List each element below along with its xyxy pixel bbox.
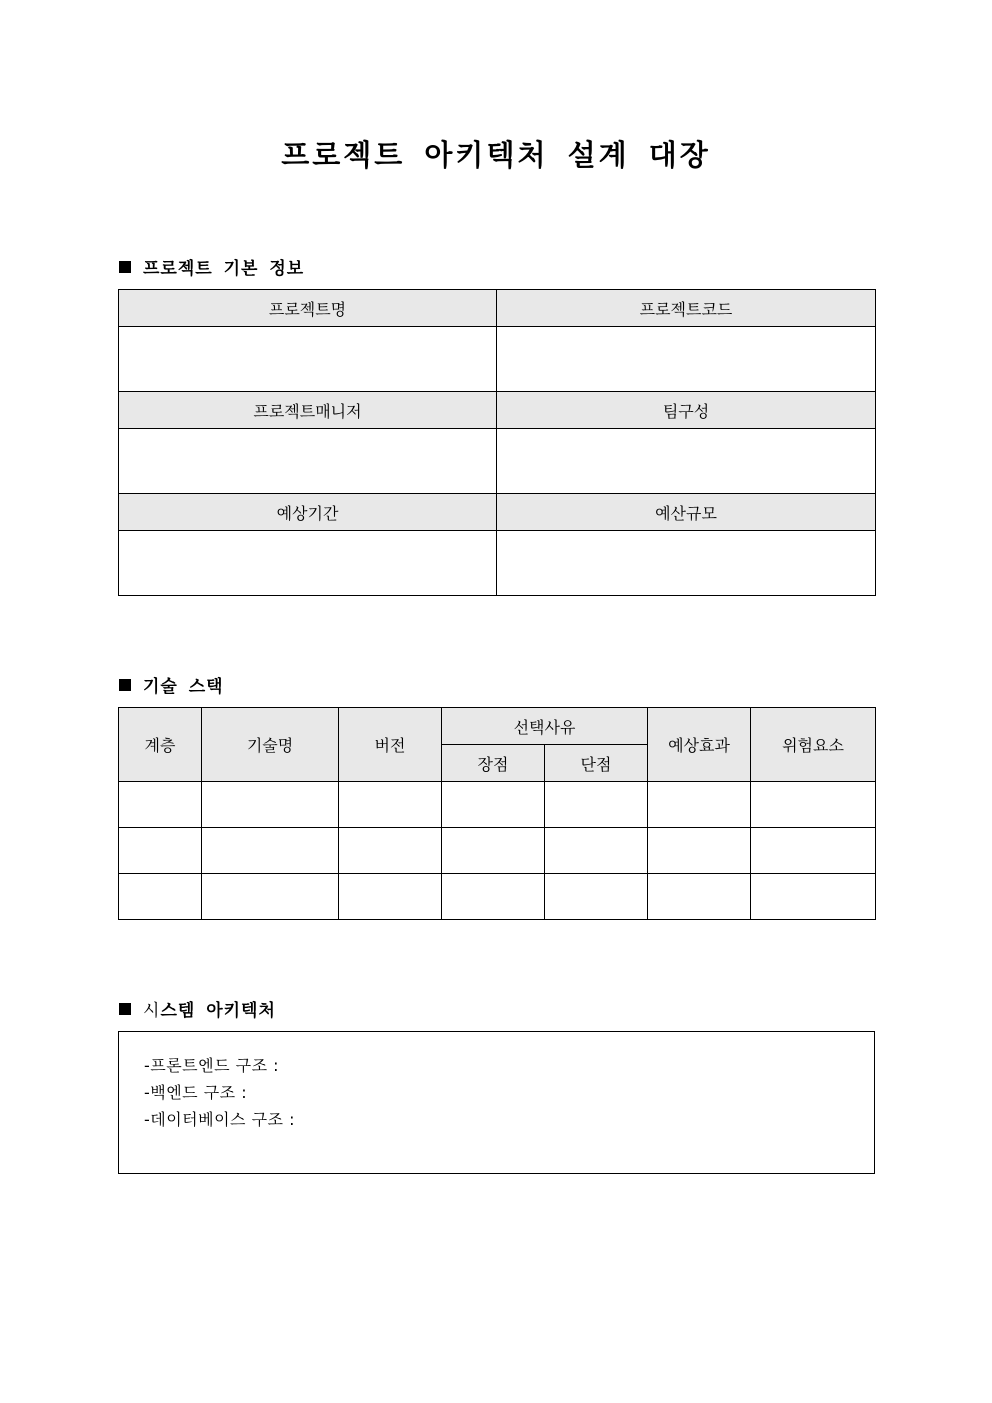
project-code-field[interactable]: [497, 327, 876, 392]
tech-stack-heading-text: 기술 스택: [143, 677, 224, 697]
table-cell[interactable]: [119, 782, 202, 828]
project-code-label: 프로젝트코드: [497, 290, 876, 327]
table-cell[interactable]: [442, 828, 545, 874]
team-composition-label: 팀구성: [497, 392, 876, 429]
expected-period-field[interactable]: [119, 531, 497, 596]
table-cell[interactable]: [119, 828, 202, 874]
budget-scale-label: 예산규모: [497, 494, 876, 531]
basic-info-heading-text: 프로젝트 기본 정보: [143, 259, 305, 279]
layer-column-header: 계층: [119, 708, 202, 782]
table-cell[interactable]: [339, 874, 442, 920]
table-cell[interactable]: [339, 828, 442, 874]
project-name-label: 프로젝트명: [119, 290, 497, 327]
table-cell[interactable]: [751, 828, 876, 874]
table-row: [119, 327, 876, 392]
table-cell[interactable]: [648, 782, 751, 828]
table-cell[interactable]: [648, 874, 751, 920]
project-name-field[interactable]: [119, 327, 497, 392]
table-row: [119, 874, 876, 920]
square-bullet-icon: [119, 679, 131, 691]
square-bullet-icon: [119, 261, 131, 273]
pros-column-header: 장점: [442, 745, 545, 782]
table-row: [119, 392, 876, 429]
team-composition-field[interactable]: [497, 429, 876, 494]
basic-info-heading: [119, 254, 304, 279]
system-architecture-box[interactable]: [118, 1031, 875, 1174]
system-architecture-heading: [119, 996, 276, 1021]
table-cell[interactable]: [339, 782, 442, 828]
version-column-header: 버전: [339, 708, 442, 782]
budget-scale-field[interactable]: [497, 531, 876, 596]
tech-stack-heading: [119, 672, 224, 697]
table-cell[interactable]: [442, 782, 545, 828]
table-cell[interactable]: [751, 782, 876, 828]
table-row: [119, 531, 876, 596]
backend-structure-line: -백엔드 구조 :: [144, 1083, 248, 1102]
tech-name-column-header: 기술명: [202, 708, 339, 782]
table-cell[interactable]: [202, 828, 339, 874]
table-cell[interactable]: [442, 874, 545, 920]
reason-column-header: 선택사유: [442, 708, 648, 745]
table-cell[interactable]: [545, 782, 648, 828]
table-row: [119, 828, 876, 874]
table-row: [119, 429, 876, 494]
table-header-row: [119, 708, 876, 745]
table-cell[interactable]: [202, 874, 339, 920]
table-cell[interactable]: [545, 874, 648, 920]
tech-stack-table: [118, 707, 876, 920]
risk-column-header: 위험요소: [751, 708, 876, 782]
table-cell[interactable]: [119, 874, 202, 920]
basic-info-table: [118, 289, 876, 596]
effect-column-header: 예상효과: [648, 708, 751, 782]
table-cell[interactable]: [202, 782, 339, 828]
project-manager-label: 프로젝트매니저: [119, 392, 497, 429]
table-cell[interactable]: [545, 828, 648, 874]
square-bullet-icon: [119, 1003, 131, 1015]
project-manager-field[interactable]: [119, 429, 497, 494]
cons-column-header: 단점: [545, 745, 648, 782]
table-row: [119, 290, 876, 327]
table-cell[interactable]: [751, 874, 876, 920]
system-architecture-heading-text: 스템 아키텍처: [160, 1001, 276, 1021]
document-title: 프로젝트 아키텍처 설계 대장: [281, 138, 711, 172]
table-row: [119, 782, 876, 828]
system-architecture-heading-prefix: 시: [143, 1001, 161, 1021]
expected-period-label: 예상기간: [119, 494, 497, 531]
database-structure-line: -데이터베이스 구조 :: [144, 1110, 295, 1129]
table-row: [119, 494, 876, 531]
table-cell[interactable]: [648, 828, 751, 874]
frontend-structure-line: -프론트엔드 구조 :: [144, 1056, 280, 1075]
